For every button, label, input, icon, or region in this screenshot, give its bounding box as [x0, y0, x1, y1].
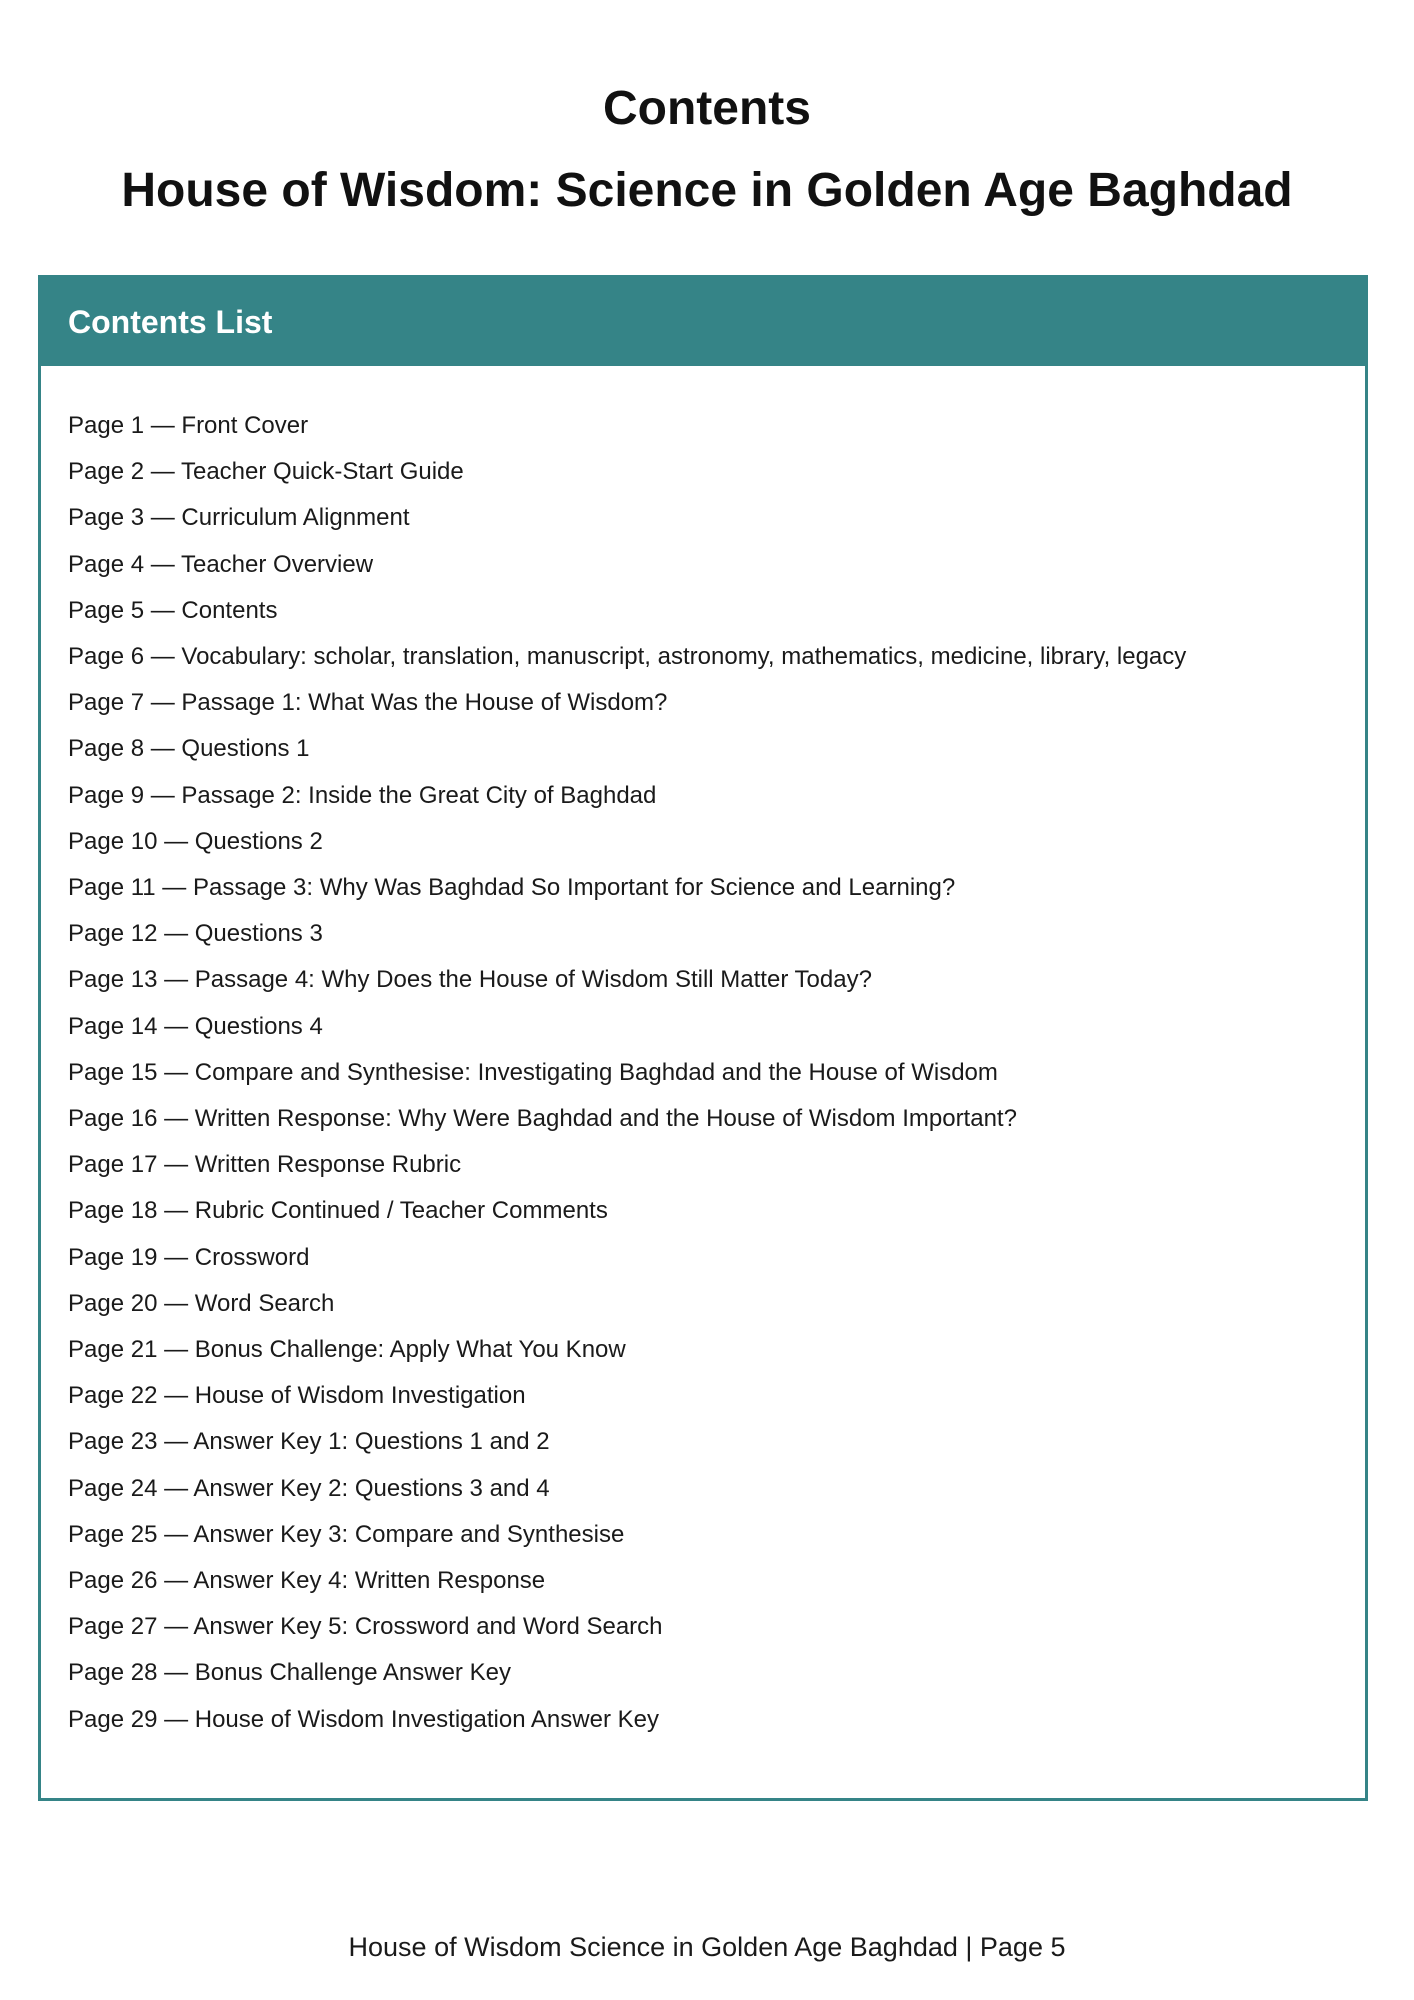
contents-list-item: Page 16 — Written Response: Why Were Baghdad and the House of Wisdom Important?	[68, 1105, 1017, 1133]
contents-list-item: Page 29 — House of Wisdom Investigation Answer Key	[68, 1705, 659, 1733]
contents-list-item: Page 22 — House of Wisdom Investigation	[68, 1382, 526, 1410]
contents-list-item: Page 24 — Answer Key 2: Questions 3 and 4	[68, 1474, 550, 1502]
contents-list-item: Page 28 — Bonus Challenge Answer Key	[68, 1659, 511, 1687]
contents-list-item: Page 25 — Answer Key 3: Compare and Synthesise	[68, 1520, 625, 1548]
contents-list-item: Page 2 — Teacher Quick-Start Guide	[68, 458, 464, 486]
contents-list-item: Page 10 — Questions 2	[68, 827, 323, 855]
contents-list-item: Page 6 — Vocabulary: scholar, translation, manuscript, astronomy, mathematics, medicine, library, legacy	[68, 643, 1187, 671]
page-title: Contents	[603, 82, 811, 135]
contents-box	[38, 275, 1368, 1801]
contents-list-item: Page 5 — Contents	[68, 596, 278, 624]
contents-list-item: Page 7 — Passage 1: What Was the House of Wisdom?	[68, 689, 668, 717]
contents-list-item: Page 14 — Questions 4	[68, 1012, 323, 1040]
contents-list-item: Page 18 — Rubric Continued / Teacher Comments	[68, 1197, 608, 1225]
page-subtitle: House of Wisdom: Science in Golden Age Baghdad	[121, 164, 1293, 217]
contents-list-item: Page 3 — Curriculum Alignment	[68, 504, 410, 532]
contents-list-item: Page 11 — Passage 3: Why Was Baghdad So Important for Science and Learning?	[68, 874, 956, 902]
contents-list	[41, 366, 1365, 1743]
contents-list-header: Contents List	[41, 278, 1365, 366]
contents-list-item: Page 17 — Written Response Rubric	[68, 1151, 462, 1179]
contents-list-item: Page 20 — Word Search	[68, 1289, 335, 1317]
contents-list-item: Page 8 — Questions 1	[68, 735, 310, 763]
contents-list-item: Page 19 — Crossword	[68, 1243, 310, 1271]
contents-list-item: Page 15 — Compare and Synthesise: Investigating Baghdad and the House of Wisdom	[68, 1058, 998, 1086]
contents-list-item: Page 21 — Bonus Challenge: Apply What You Know	[68, 1336, 626, 1364]
contents-list-item: Page 23 — Answer Key 1: Questions 1 and 2	[68, 1428, 550, 1456]
contents-list-item: Page 13 — Passage 4: Why Does the House of Wisdom Still Matter Today?	[68, 966, 872, 994]
contents-list-item: Page 4 — Teacher Overview	[68, 550, 374, 578]
contents-list-item: Page 26 — Answer Key 4: Written Response	[68, 1567, 546, 1595]
page-footer: House of Wisdom Science in Golden Age Baghdad | Page 5	[348, 1932, 1066, 1962]
contents-list-item: Page 1 — Front Cover	[68, 412, 309, 439]
contents-list-item: Page 27 — Answer Key 5: Crossword and Word Search	[68, 1613, 663, 1641]
contents-list-item: Page 9 — Passage 2: Inside the Great City of Baghdad	[68, 781, 657, 809]
contents-list-item: Page 12 — Questions 3	[68, 920, 323, 948]
